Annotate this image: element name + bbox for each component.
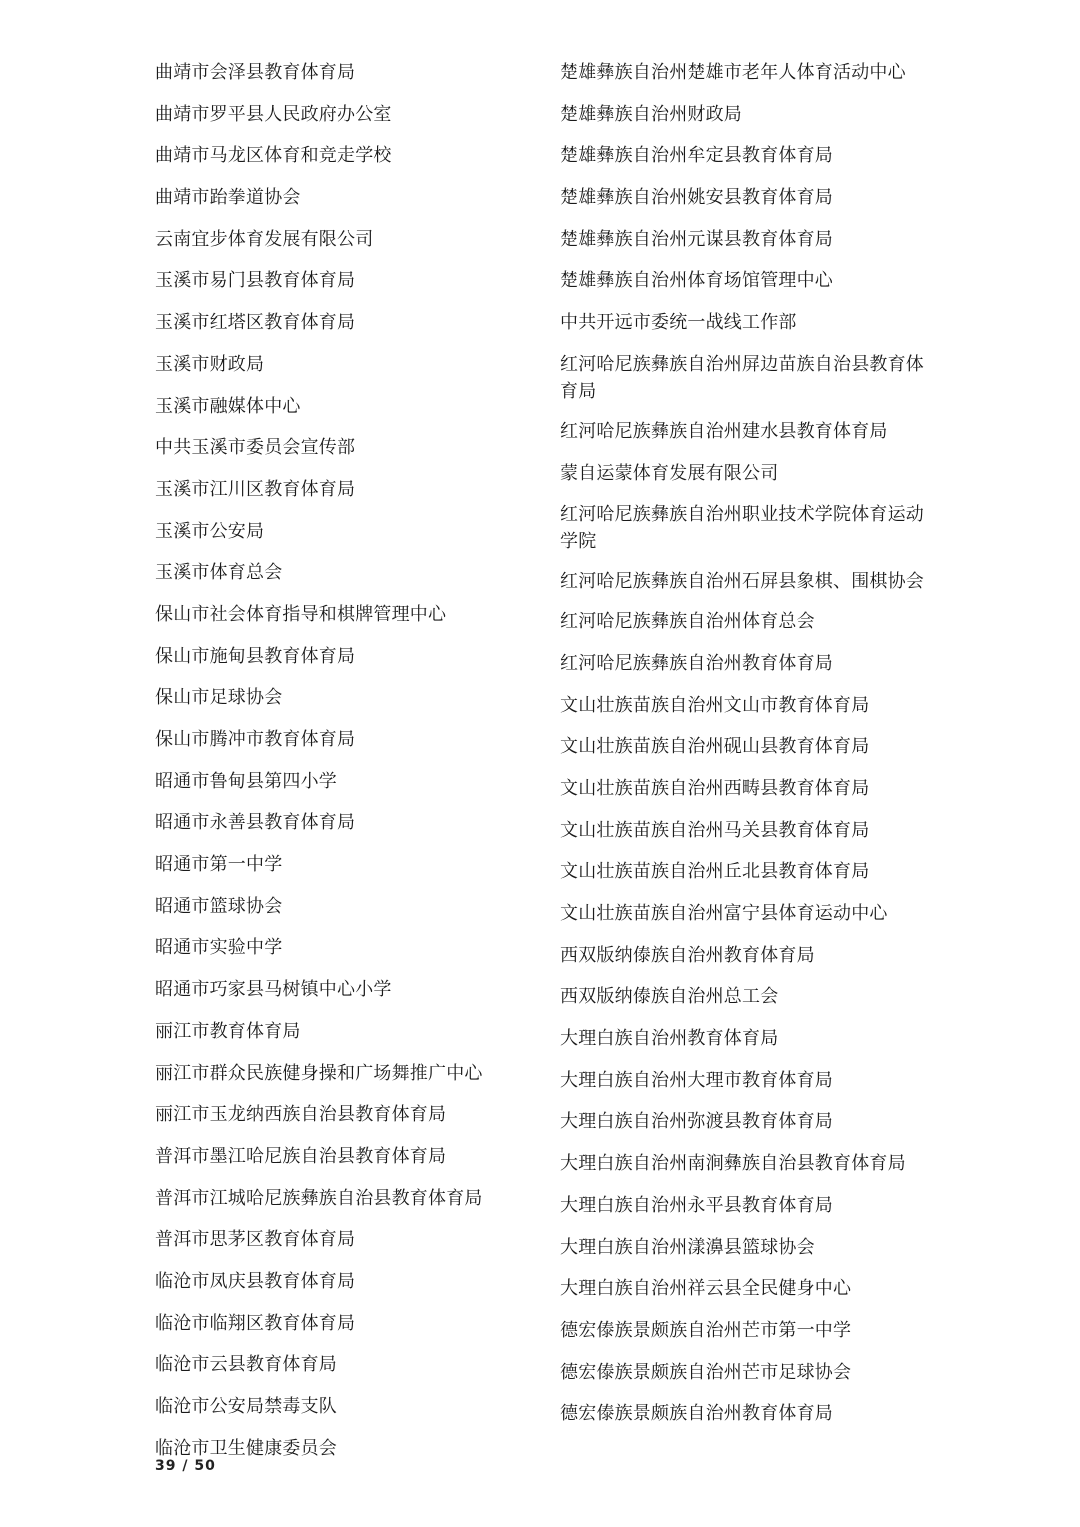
list-item: 丽江市教育体育局 <box>155 1020 301 1042</box>
list-item: 楚雄彝族自治州元谋县教育体育局 <box>560 228 833 250</box>
list-item: 保山市腾冲市教育体育局 <box>155 729 356 750</box>
list-item: 临沧市公安局禁毒支队 <box>155 1396 337 1417</box>
list-item: 大理白族自治州大理市教育体育局 <box>560 1069 833 1091</box>
list-item: 德宏傣族景颇族自治州芒市足球协会 <box>560 1361 852 1383</box>
list-item: 楚雄彝族自治州姚安县教育体育局 <box>560 187 833 209</box>
list-item: 玉溪市财政局 <box>155 353 265 375</box>
list-item: 大理白族自治州南涧彝族自治县教育体育局 <box>560 1153 906 1175</box>
list-item: 楚雄彝族自治州楚雄市老年人体育活动中心 <box>560 62 906 83</box>
list-item: 楚雄彝族自治州财政局 <box>560 103 742 125</box>
list-item: 曲靖市跆拳道协会 <box>155 187 301 209</box>
list-item: 西双版纳傣族自治州总工会 <box>560 986 779 1008</box>
list-item: 红河哈尼族彝族自治州建水县教育体育局 <box>560 420 888 442</box>
list-item: 楚雄彝族自治州体育场馆管理中心 <box>560 270 833 292</box>
list-item: 临沧市云县教育体育局 <box>155 1354 337 1376</box>
page-number: 39 / 50 <box>155 1458 216 1474</box>
list-item: 玉溪市公安局 <box>155 520 265 542</box>
list-item: 大理白族自治州永平县教育体育局 <box>560 1194 833 1216</box>
list-item: 玉溪市体育总会 <box>155 562 283 584</box>
list-item: 临沧市凤庆县教育体育局 <box>155 1270 356 1292</box>
list-item: 玉溪市红塔区教育体育局 <box>155 312 356 334</box>
list-item: 曲靖市马龙区体育和竞走学校 <box>155 145 392 167</box>
list-item: 大理白族自治州弥渡县教育体育局 <box>560 1111 833 1133</box>
list-item: 普洱市思茅区教育体育局 <box>155 1229 356 1251</box>
list-item: 文山壮族苗族自治州马关县教育体育局 <box>560 819 870 841</box>
list-item: 红河哈尼族彝族自治州职业技术学院体育运动学院 <box>560 504 924 553</box>
right-organization-list <box>560 52 932 1435</box>
list-item: 蒙自运蒙体育发展有限公司 <box>560 462 779 484</box>
list-item: 昭通市篮球协会 <box>155 895 283 917</box>
list-item: 玉溪市融媒体中心 <box>155 395 301 417</box>
list-item: 大理白族自治州教育体育局 <box>560 1028 779 1050</box>
list-item: 玉溪市江川区教育体育局 <box>155 478 356 500</box>
list-item: 昭通市巧家县马树镇中心小学 <box>155 979 392 1001</box>
list-item: 保山市社会体育指导和棋牌管理中心 <box>155 603 447 625</box>
list-item: 大理白族自治州祥云县全民健身中心 <box>560 1278 852 1300</box>
list-item: 保山市足球协会 <box>155 687 283 709</box>
list-item: 文山壮族苗族自治州丘北县教育体育局 <box>560 861 870 883</box>
list-item: 保山市施甸县教育体育局 <box>155 645 356 667</box>
list-item: 昭通市永善县教育体育局 <box>155 812 356 834</box>
list-item: 西双版纳傣族自治州教育体育局 <box>560 944 815 966</box>
left-organization-list <box>155 52 525 1469</box>
list-item: 昭通市实验中学 <box>155 937 283 959</box>
list-item: 大理白族自治州漾濞县篮球协会 <box>560 1236 815 1258</box>
list-item: 红河哈尼族彝族自治州教育体育局 <box>560 652 833 674</box>
list-item: 文山壮族苗族自治州西畴县教育体育局 <box>560 777 870 799</box>
list-item: 曲靖市会泽县教育体育局 <box>155 62 356 83</box>
list-item: 红河哈尼族彝族自治州石屏县象棋、围棋协会 <box>560 571 924 593</box>
list-item: 昭通市第一中学 <box>155 854 283 876</box>
list-item: 德宏傣族景颇族自治州教育体育局 <box>560 1403 833 1425</box>
list-item: 曲靖市罗平县人民政府办公室 <box>155 103 392 125</box>
list-item: 中共玉溪市委员会宣传部 <box>155 437 356 459</box>
list-item: 普洱市墨江哈尼族自治县教育体育局 <box>155 1145 447 1167</box>
list-item: 红河哈尼族彝族自治州体育总会 <box>560 611 815 633</box>
list-item: 楚雄彝族自治州牟定县教育体育局 <box>560 145 833 167</box>
list-item: 云南宜步体育发展有限公司 <box>155 228 374 250</box>
list-item: 普洱市江城哈尼族彝族自治县教育体育局 <box>155 1187 483 1209</box>
list-item: 玉溪市易门县教育体育局 <box>155 270 356 292</box>
list-item: 红河哈尼族彝族自治州屏边苗族自治县教育体育局 <box>560 353 924 402</box>
list-item: 临沧市临翔区教育体育局 <box>155 1312 356 1334</box>
list-item: 德宏傣族景颇族自治州芒市第一中学 <box>560 1319 852 1341</box>
list-item: 丽江市玉龙纳西族自治县教育体育局 <box>155 1104 447 1126</box>
list-item: 昭通市鲁甸县第四小学 <box>155 770 337 792</box>
list-item: 文山壮族苗族自治州文山市教育体育局 <box>560 694 870 716</box>
list-item: 临沧市卫生健康委员会 <box>155 1437 337 1459</box>
list-item: 中共开远市委统一战线工作部 <box>560 312 797 334</box>
list-item: 文山壮族苗族自治州富宁县体育运动中心 <box>560 903 888 924</box>
list-item: 丽江市群众民族健身操和广场舞推广中心 <box>155 1062 483 1084</box>
list-item: 文山壮族苗族自治州砚山县教育体育局 <box>560 736 870 758</box>
